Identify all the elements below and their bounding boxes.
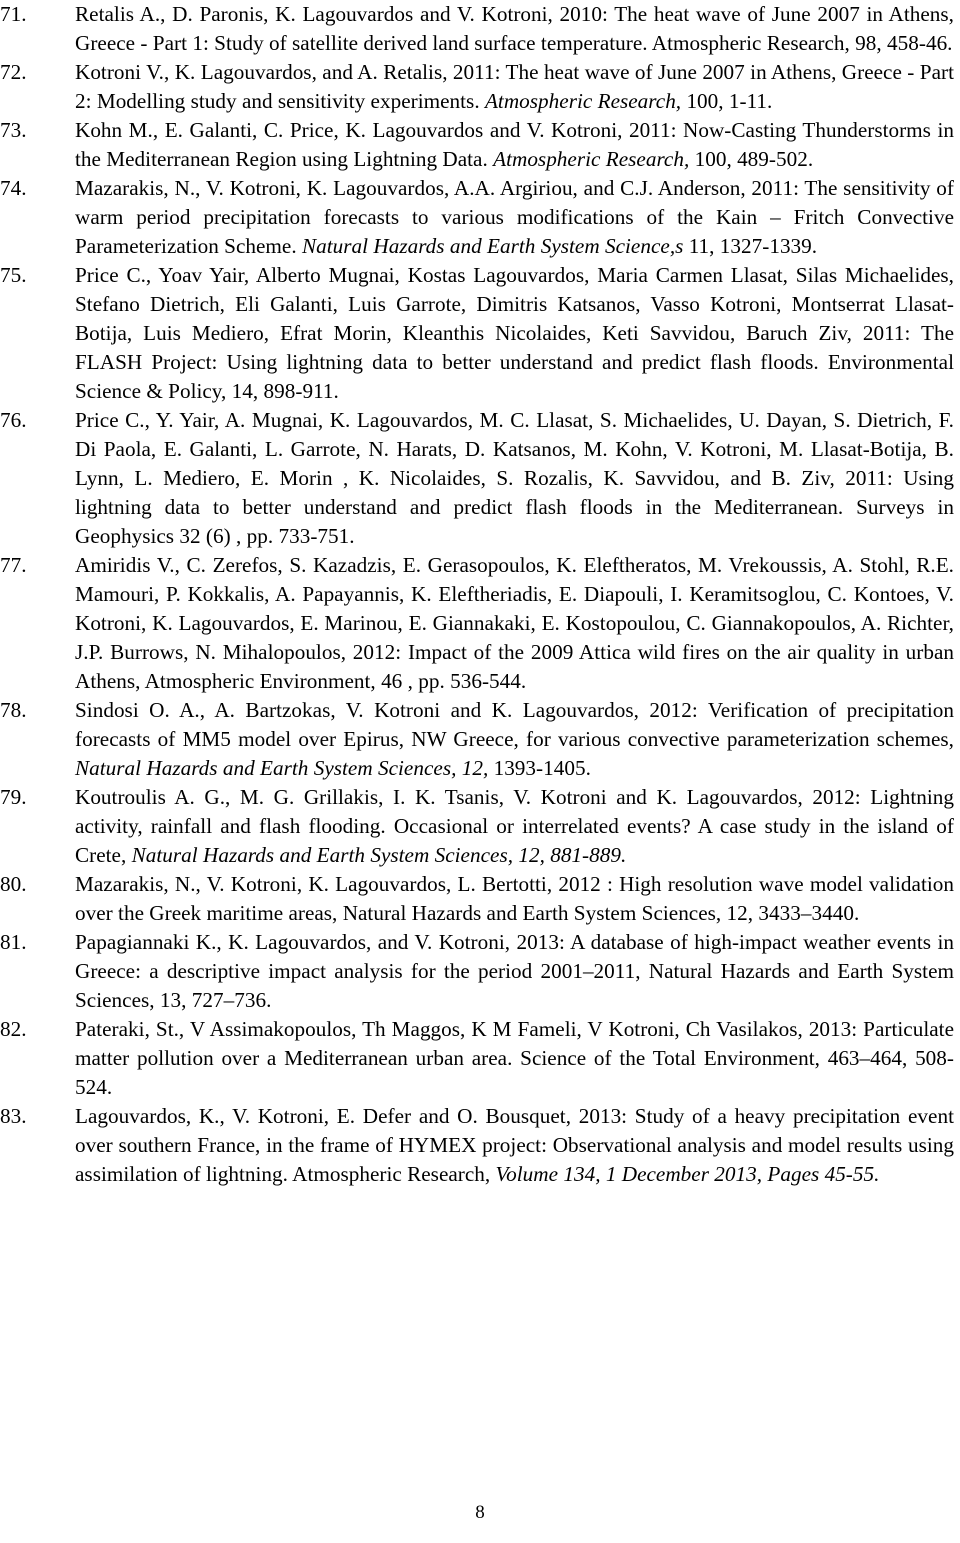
reference-number: 73. xyxy=(0,118,27,142)
reference-item xyxy=(0,0,960,58)
reference-italic-text: Volume 134, 1 December 2013, Pages 45-55. xyxy=(495,1162,880,1186)
reference-item xyxy=(0,870,960,928)
reference-number: 74. xyxy=(0,176,27,200)
reference-item xyxy=(0,783,960,870)
reference-number: 80. xyxy=(0,872,27,896)
reference-text: Lagouvardos, K., V. Kotroni, E. Defer and O. Bousquet, 2013: Study of a heavy precipitation event over southern France, in the frame of HYMEX project: Observational analysis and model results using assimilation of lightning. Atmospheric Research, xyxy=(75,1104,954,1186)
reference-text: Amiridis V., C. Zerefos, S. Kazadzis, E. Gerasopoulos, K. Eleftheratos, M. Vrekoussis, A. Stohl, R.E. Mamouri, P. Kokkalis, A. Papayannis, K. Eleftheriadis, E. Diapouli, I. Keramitsoglou, C. Kontoes, V. Kotroni, K. Lagouvardos, E. Marinou, E. Giannakaki, E. Kostopoulou, C. Giannakopoulos, A. Richter, J.P. Burrows, N. Mihalopoulos, 2012: Impact of the 2009 Attica wild fires on the air quality in urban Athens, Atmospheric Environment, 46 , pp. 536-544. xyxy=(75,553,954,693)
reference-italic-text: Natural Hazards and Earth System Science,s xyxy=(302,234,684,258)
reference-item xyxy=(0,174,960,261)
reference-item xyxy=(0,406,960,551)
reference-item xyxy=(0,1015,960,1102)
reference-number: 71. xyxy=(0,2,27,26)
reference-number: 77. xyxy=(0,553,27,577)
reference-text: Kotroni V., K. Lagouvardos, and A. Retalis, 2011: The heat wave of June 2007 in Athens, Greece - Part 2: Modelling study and sensitivity experiments. xyxy=(75,60,954,113)
reference-italic-text: Natural Hazards and Earth System Sciences, 12, 881-889. xyxy=(131,843,627,867)
reference-text: 1393-1405. xyxy=(488,756,591,780)
reference-text: Price C., Yoav Yair, Alberto Mugnai, Kostas Lagouvardos, Maria Carmen Llasat, Silas Michaelides, Stefano Dietrich, Eli Galanti, Luis Garrote, Dimitris Katsanos, Vasso Kotroni, Montserrat Llasat-Botija, Luis Mediero, Efrat Morin, Kleanthis Nicolaides, Keti Savvidou, Baruch Ziv, 2011: The FLASH Project: Using lightning data to better understand and predict flash floods. Environmental Science & Policy, 14, 898-911. xyxy=(75,263,954,403)
reference-number: 83. xyxy=(0,1104,27,1128)
reference-number: 81. xyxy=(0,930,27,954)
reference-text: 11, 1327-1339. xyxy=(683,234,818,258)
reference-text: Price C., Y. Yair, A. Mugnai, K. Lagouvardos, M. C. Llasat, S. Michaelides, U. Dayan, S. Dietrich, F. Di Paola, E. Galanti, L. Garrote, N. Harats, D. Katsanos, M. Kohn, V. Kotroni, M. Llasat-Botija, B. Lynn, L. Mediero, E. Morin , K. Nicolaides, S. Rozalis, K. Savvidou, and B. Ziv, 2011: Using lightning data to better understand and predict flash floods in the Mediterranean. Surveys in Geophysics 32 (6) , pp. 733-751. xyxy=(75,408,954,548)
reference-italic-text: Natural Hazards and Earth System Sciences, 12, xyxy=(75,756,489,780)
reference-item xyxy=(0,928,960,1015)
reference-text: Papagiannaki K., K. Lagouvardos, and V. Kotroni, 2013: A database of high-impact weather events in Greece: a descriptive impact analysis for the period 2001–2011, Natural Hazards and Earth System Sciences, 13, 727–736. xyxy=(75,930,954,1012)
page-number: 8 xyxy=(475,1502,485,1523)
reference-number: 79. xyxy=(0,785,27,809)
reference-item xyxy=(0,696,960,783)
reference-italic-text: Atmospheric Research, xyxy=(484,89,682,113)
reference-text: 100, 1-11. xyxy=(681,89,773,113)
reference-italic-text: Atmospheric Research, xyxy=(493,147,690,171)
reference-number: 76. xyxy=(0,408,27,432)
reference-text: Retalis A., D. Paronis, K. Lagouvardos and V. Kotroni, 2010: The heat wave of June 2007 in Athens, Greece - Part 1: Study of satellite derived land surface temperature. Atmospheric Research, 98, 458-46. xyxy=(75,2,954,55)
reference-text: Sindosi O. A., A. Bartzokas, V. Kotroni and K. Lagouvardos, 2012: Verification of precipitation forecasts of MM5 model over Epirus, NW Greece, for various convective parameterization schemes, xyxy=(75,698,954,751)
reference-item xyxy=(0,1102,960,1189)
reference-item xyxy=(0,116,960,174)
reference-item xyxy=(0,551,960,696)
reference-item xyxy=(0,58,960,116)
reference-number: 72. xyxy=(0,60,27,84)
reference-number: 82. xyxy=(0,1017,27,1041)
reference-text: 100, 489-502. xyxy=(689,147,814,171)
reference-item xyxy=(0,261,960,406)
reference-text: Kohn M., E. Galanti, C. Price, K. Lagouvardos and V. Kotroni, 2011: Now-Casting Thunderstorms in the Mediterranean Region using Lightning Data. xyxy=(75,118,954,171)
reference-text: Koutroulis A. G., M. G. Grillakis, I. K. Tsanis, V. Kotroni and K. Lagouvardos, 2012: Lightning activity, rainfall and flash flooding. Occasional or interrelated events? A case study in the island of Crete, xyxy=(75,785,954,867)
reference-number: 75. xyxy=(0,263,27,287)
reference-text: Mazarakis, N., V. Kotroni, K. Lagouvardos, A.A. Argiriou, and C.J. Anderson, 2011: The sensitivity of warm period precipitation forecasts to various modifications of the Kain – Fritch Convective Parameterization Scheme. xyxy=(75,176,954,258)
reference-text: Pateraki, St., V Assimakopoulos, Th Maggos, K M Fameli, V Kotroni, Ch Vasilakos, 2013: Particulate matter pollution over a Mediterranean urban area. Science of the Total Environment, 463–464, 508-524. xyxy=(75,1017,954,1099)
reference-number: 78. xyxy=(0,698,27,722)
reference-text: Mazarakis, N., V. Kotroni, K. Lagouvardos, L. Bertotti, 2012 : High resolution wave model validation over the Greek maritime areas, Natural Hazards and Earth System Sciences, 12, 3433–3440. xyxy=(75,872,954,925)
